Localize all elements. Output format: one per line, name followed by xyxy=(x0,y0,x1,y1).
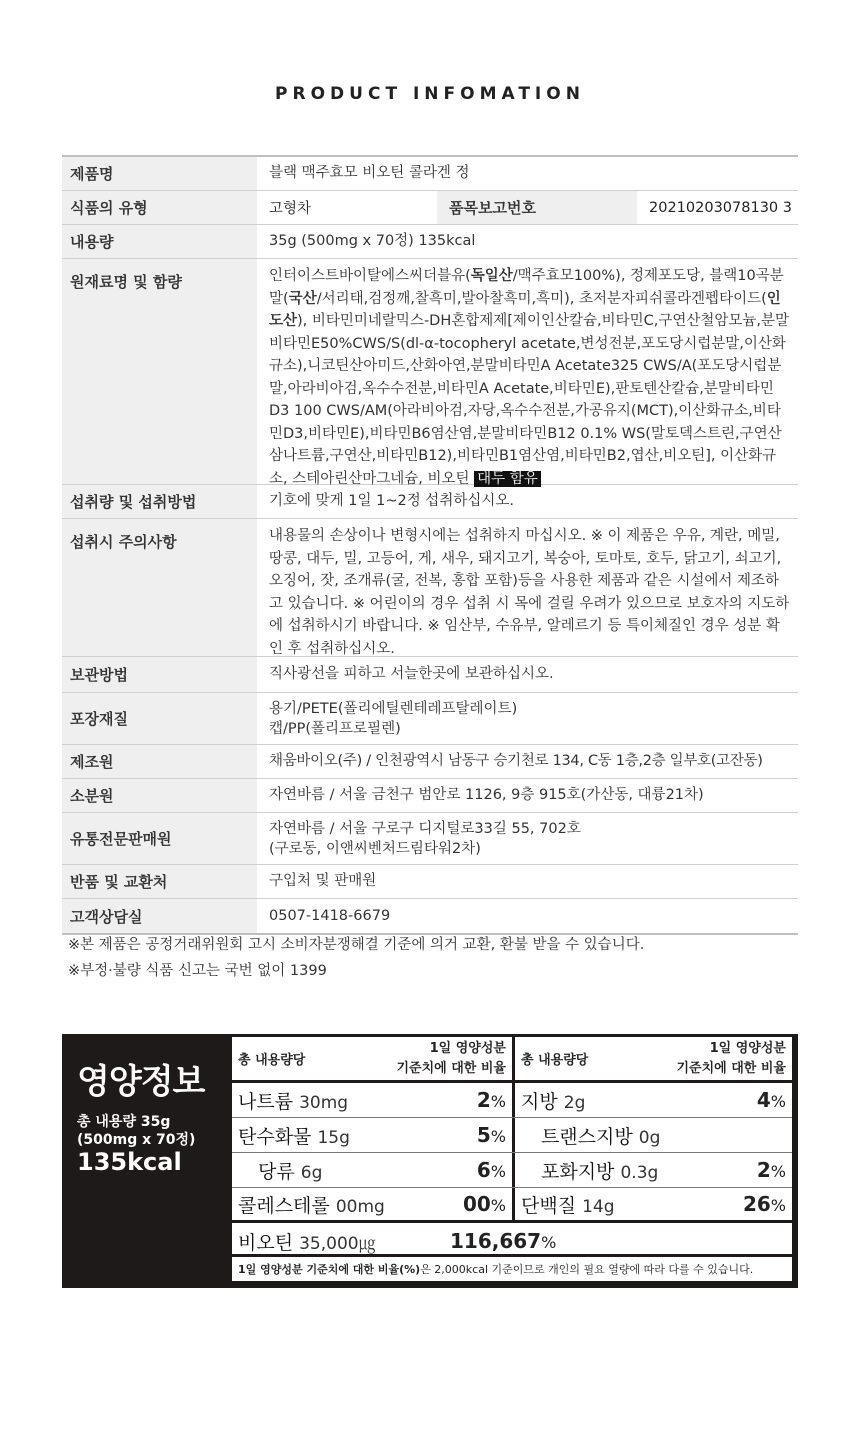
value-report-number: 20210203078130 3 xyxy=(649,199,792,216)
sugar-pct: 6 xyxy=(476,1158,491,1182)
label-product-name: 제품명 xyxy=(62,157,257,190)
label-seller: 유통전문판매원 xyxy=(62,813,257,864)
row-dosage xyxy=(62,485,798,519)
footnote-bold: 1일 영양성분 기준치에 대한 비율(%) xyxy=(238,1263,421,1276)
carbohydrate xyxy=(232,1118,512,1152)
notes xyxy=(68,932,644,984)
seller-line-2: (구로동, 이앤씨벤처드림타워2차) xyxy=(269,840,481,857)
value-product-name: 블랙 맥주효모 비오틴 콜라겐 정 xyxy=(269,165,470,182)
label-packaging: 포장재질 xyxy=(62,693,257,744)
note-report: ※부정·불량 식품 신고는 국번 없이 1399 xyxy=(68,963,327,979)
row-storage xyxy=(62,657,798,693)
biotin-pct: 116,667 xyxy=(450,1229,542,1253)
row-maker xyxy=(62,745,798,779)
value-content: 35g (500mg x 70정) 135kcal xyxy=(269,233,476,250)
sugar xyxy=(232,1153,512,1187)
origin-korea: 국산 xyxy=(288,290,317,307)
nutrition-total-2: (500mg x 70정) xyxy=(77,1132,196,1148)
trans-name: 트랜스지방 xyxy=(540,1125,633,1148)
protein-amount: 14g xyxy=(582,1196,615,1217)
fat-pct: 4 xyxy=(756,1088,771,1112)
sugar-amount: 6g xyxy=(300,1162,323,1183)
origin-germany: 독일산 xyxy=(470,268,513,284)
carb-name: 탄수화물 xyxy=(238,1125,312,1148)
ingredients-text-1: 인터이스트바이탈에스씨더블유( xyxy=(269,268,471,284)
pct-unit: % xyxy=(490,1162,506,1181)
pct-unit: % xyxy=(770,1092,786,1111)
protein-pct: 26 xyxy=(742,1192,771,1216)
value-packaging xyxy=(257,693,798,744)
chol-pct: 00 xyxy=(462,1192,491,1216)
row-caution xyxy=(62,519,798,657)
value-caution: 내용물의 손상이나 변형시에는 섭취하지 마십시오. ※ 이 제품은 우유, 계란, 메밀, 땅콩, 대두, 밀, 고등어, 게, 새우, 돼지고기, 복숭아, 토마토, 호두, 닭고기, 쇠고기, 오징어, 잣, 조개류(굴, 전복, 홍합 포함)등을 사용한 제품과 같은 시설에서 제조하고 있습니다. ※ 어린이의 경우 섭취 시 목에 걸릴 우려가 있으므로 보호자의 지도하에 섭취하시기 바랍니다. ※ 임산부, 수유부, 알레르기 등 특이체질인 경우 성분 확인 후 섭취하십시오. xyxy=(269,528,790,657)
row-returns xyxy=(62,865,798,899)
label-returns: 반품 및 교환처 xyxy=(62,865,257,898)
value-storage: 직사광선을 피하고 서늘한곳에 보관하십시오. xyxy=(269,666,554,683)
value-customer-service: 0507-1418-6679 xyxy=(269,907,391,924)
footnote-rest: 은 2,000kcal 기준이므로 개인의 필요 열량에 따라 다를 수 있습니다. xyxy=(420,1263,754,1276)
nutrition-table xyxy=(229,1034,795,1284)
packaging-line-2: 캡/PP(폴리프로필렌) xyxy=(269,720,401,737)
chol-amount: 00mg xyxy=(335,1196,385,1217)
header-left xyxy=(232,1037,512,1080)
ingredients-text-3: /서리태,검정깨,찰흑미,발아찰흑미,흑미), 초저분자피쉬콜라겐펩타이드( xyxy=(316,290,767,307)
header-left-ref xyxy=(396,1039,506,1079)
pct-unit: % xyxy=(490,1196,506,1215)
ref-line-2: 기준치에 대한 비율 xyxy=(396,1060,506,1076)
value-distributor: 자연바름 / 서울 금천구 범안로 1126, 9층 915호(가산동, 대륭21차) xyxy=(269,787,704,804)
nutrition-kcal: 135kcal xyxy=(77,1148,182,1176)
cholesterol xyxy=(232,1188,512,1220)
row-content xyxy=(62,225,798,259)
sodium-pct: 2 xyxy=(476,1088,491,1112)
sodium xyxy=(232,1083,512,1117)
biotin-amount: 35,000㎍ xyxy=(299,1233,376,1254)
sodium-amount: 30mg xyxy=(299,1092,349,1113)
row-packaging xyxy=(62,693,798,745)
label-distributor: 소분원 xyxy=(62,779,257,812)
packaging-line-1: 용기/PETE(폴리에틸렌테레프탈레이트) xyxy=(269,700,518,717)
page-title: PRODUCT INFOMATION xyxy=(275,84,585,104)
satfat-name: 포화지방 xyxy=(541,1160,615,1183)
row-distributor xyxy=(62,779,798,813)
fat-amount: 2g xyxy=(563,1092,586,1113)
nutrition-summary xyxy=(62,1034,229,1288)
ref-line-2: 기준치에 대한 비율 xyxy=(676,1060,786,1076)
header-left-label: 총 내용량당 xyxy=(238,1053,306,1068)
label-storage: 보관방법 xyxy=(62,657,257,692)
nutrition-row-2 xyxy=(232,1118,792,1153)
nutrition-row-4 xyxy=(232,1188,792,1223)
value-ingredients xyxy=(257,259,798,487)
chol-name: 콜레스테롤 xyxy=(238,1194,330,1217)
label-report-number: 품목보고번호 xyxy=(437,191,637,224)
row-customer-service xyxy=(62,899,798,933)
seller-line-1: 자연바름 / 서울 구로구 디지털로33길 55, 702호 xyxy=(269,820,581,837)
value-dosage: 기호에 맞게 1일 1~2정 섭취하십시오. xyxy=(269,493,514,510)
label-ingredients: 원재료명 및 함량 xyxy=(62,259,257,484)
nutrition-row-1 xyxy=(232,1083,792,1118)
carb-pct: 5 xyxy=(476,1123,491,1147)
row-product-name xyxy=(62,157,798,191)
satfat-amount: 0.3g xyxy=(620,1162,659,1183)
protein-name: 단백질 xyxy=(521,1194,577,1217)
protein xyxy=(512,1188,792,1220)
label-caution: 섭취시 주의사항 xyxy=(62,519,257,656)
sodium-name: 나트륨 xyxy=(238,1090,294,1113)
pct-unit: % xyxy=(490,1092,506,1111)
label-content: 내용량 xyxy=(62,225,257,258)
carb-amount: 15g xyxy=(317,1127,350,1148)
row-seller xyxy=(62,813,798,865)
label-customer-service: 고객상담실 xyxy=(62,899,257,933)
row-ingredients xyxy=(62,259,798,485)
value-maker: 채움바이오(주) / 인천광역시 남동구 승기천로 134, C동 1층,2층 일부호(고잔동) xyxy=(269,753,763,770)
trans-fat xyxy=(512,1118,792,1152)
nutrition-header-row xyxy=(232,1037,792,1083)
ref-line-1: 1일 영양성분 xyxy=(429,1040,506,1056)
nutrition-facts xyxy=(62,1034,798,1288)
fat xyxy=(512,1083,792,1117)
fat-name: 지방 xyxy=(521,1090,558,1113)
origin-india: 인도산 xyxy=(269,290,781,329)
product-info-table xyxy=(62,155,798,935)
nutrition-row-3 xyxy=(232,1153,792,1188)
food-type-split xyxy=(257,191,798,224)
header-right-ref xyxy=(676,1039,786,1079)
nutrition-heading: 영양정보 xyxy=(77,1062,205,1102)
saturated-fat xyxy=(512,1153,792,1187)
allergen-badge: 대두 함유 xyxy=(474,471,541,487)
ingredients-text-4: ), 비타민미네랄믹스-DH혼합제제[제이인산칼슘,비타민C,구연산철암모늄,분말비타민E50%CWS/S(dl-α-tocopheryl acetate,변성전분,포도당시럽분말,이산화규소),니코틴산아미드,산화아연,분말비타민A Acetate325 CWS/A(포도당시럽분말,아라비아검,옥수수전분,비타민A Acetate,비타민E),판토텐산칼슘,분말비타민D3 100 CWS/AM(아라비아검,자당,옥수수전분,가공유지(MCT),이산화규소,비타민D3,비타민E),비타민B6염산염,분말비타민B12 0.1% WS(말토덱스트린,구연산삼나트륨,구연산,비타민B12),비타민B1염산염,비타민B2,엽산,비오틴], 이산화규소, 스테아린산마그네슘, 비오틴 xyxy=(269,313,790,487)
trans-amount: 0g xyxy=(638,1127,661,1148)
pct-unit: % xyxy=(770,1196,786,1215)
satfat-pct: 2 xyxy=(756,1158,771,1182)
pct-unit: % xyxy=(490,1127,506,1146)
value-seller xyxy=(257,813,798,864)
nutrition-grid xyxy=(232,1037,792,1259)
header-right xyxy=(512,1037,792,1080)
label-food-type: 식품의 유형 xyxy=(62,191,257,224)
row-food-type xyxy=(62,191,798,225)
label-maker: 제조원 xyxy=(62,745,257,778)
note-refund: ※본 제품은 공정거래위원회 고시 소비자분쟁해결 기준에 의거 교환, 환불 받을 수 있습니다. xyxy=(68,937,645,953)
label-dosage: 섭취량 및 섭취방법 xyxy=(62,485,257,518)
nutrition-footnote xyxy=(232,1254,792,1281)
value-food-type: 고형차 xyxy=(269,201,312,217)
value-returns: 구입처 및 판매원 xyxy=(269,873,377,890)
sugar-name: 당류 xyxy=(258,1160,295,1183)
biotin-name: 비오틴 xyxy=(238,1231,294,1254)
pct-unit: % xyxy=(541,1233,557,1252)
pct-unit: % xyxy=(770,1162,786,1181)
nutrition-total-1: 총 내용량 35g xyxy=(77,1114,171,1130)
ref-line-1: 1일 영양성분 xyxy=(709,1040,786,1056)
ingredients-text-2: /맥주효모100%), 정제포도당, 블랙10곡분말( xyxy=(269,268,784,307)
header-right-label: 총 내용량당 xyxy=(521,1053,589,1068)
